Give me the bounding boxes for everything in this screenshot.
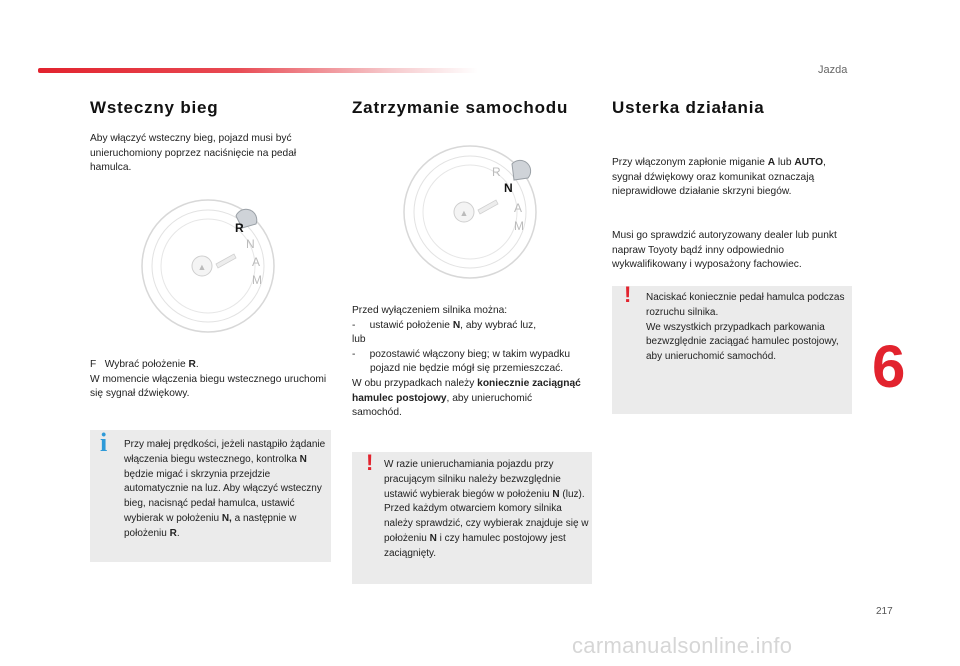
title-stopping-vehicle: Zatrzymanie samochodu [352, 98, 569, 117]
info-box-reverse [90, 430, 331, 562]
dial1-label-a: A [252, 255, 261, 269]
dial1-label-m: M [252, 273, 262, 287]
malfunction-p1: Przy włączonym zapłonie miganie A lub AUTO, sygnał dźwiękowy oraz komunikat oznaczają nieprawidłowe działanie skrzyni biegów. [612, 157, 826, 198]
reverse-intro: Aby włączyć wsteczny bieg, pojazd musi być unieruchomiony poprzez naciśnięcie na pedał hamulca. [90, 133, 297, 174]
watermark: carmanualsonline.info [572, 633, 793, 658]
title-malfunction: Usterka działania [612, 98, 765, 117]
dial1-label-r: R [235, 221, 244, 235]
svg-text:▲: ▲ [197, 262, 207, 272]
dial2-label-m: M [514, 219, 524, 233]
warning-icon: ! [366, 450, 374, 475]
warning-box-malfunction [612, 282, 852, 414]
svg-text:▲: ▲ [459, 208, 469, 218]
section-label: Jazda [818, 64, 848, 76]
info-icon: i [100, 428, 108, 457]
page-number: 217 [876, 606, 893, 617]
dial1-label-n: N [246, 237, 255, 251]
warning-text-stopping: W razie unieruchamiania pojazdu przy pracującym silniku należy bezwzględnie ustawić wybierak biegów w położeniu N (luz). Przed każdym otwarciem komory silnika należy sprawdzić, czy wybierak znajduje się w położeniu N i czy hamulec postojowy jest zaciągnięty. [384, 459, 589, 559]
header-accent-bar [38, 68, 478, 73]
info-text: Przy małej prędkości, jeżeli nastąpiło żądanie włączenia biegu wstecznego, kontrolka N będzie migać i skrzynia przejdzie automatycznie na luz. Aby włączyć wsteczny bieg, nacisnąć pedał hamulca, ustawić wybierak w położeniu N, a następnie w położeniu R. [124, 439, 326, 539]
dial2-label-n: N [504, 181, 513, 195]
step-marker: F [90, 359, 97, 370]
warning-text-malfunction: Naciskać koniecznie pedał hamulca podczas rozruchu silnika. We wszystkich przypadkach parkowania bezwzględnie zaciągać hamulec postojowy, aby unieruchomić samochód. [646, 292, 845, 363]
warning-box-stopping [352, 452, 592, 584]
dial2-label-a: A [514, 201, 523, 215]
malfunction-p2: Musi go sprawdzić autoryzowany dealer lub punkt napraw Toyoty bądź inny odpowiednio wykwalifikowany i wyposażony fachowiec. [612, 230, 837, 271]
stopping-text: Przed wyłączeniem silnika można: - ustawić położenie N, aby wybrać luz, lub - pozostawić włączony bieg; w takim wypadku pojazd nie będzie mógł się przemieszczać. W obu przypadkach należy koniecznie zaciągnąć hamulec postojowy, aby unieruchomić samochód. [352, 305, 581, 419]
dial2-label-r: R [492, 165, 501, 179]
reverse-after-step: W momencie włączenia biegu wstecznego uruchomi się sygnał dźwiękowy. [90, 373, 327, 400]
gear-selector-dial-n [400, 142, 540, 282]
chapter-number: 6 [872, 333, 906, 400]
warning-icon: ! [624, 282, 632, 307]
gear-selector-dial-r [138, 196, 278, 336]
reverse-step: F Wybrać położenie R. W momencie włączenia biegu wstecznego uruchomi się sygnał dźwiękowy. [90, 358, 330, 402]
title-reverse-gear: Wsteczny bieg [90, 98, 219, 117]
